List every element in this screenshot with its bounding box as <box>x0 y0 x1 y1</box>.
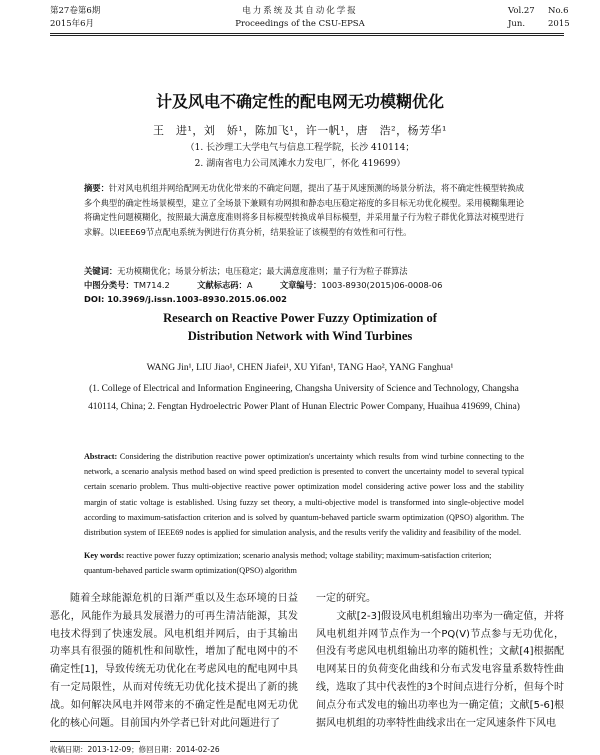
article-number-label: 文章编号： <box>279 280 322 290</box>
article-number-value: 1003-8930(2015)06-0008-06 <box>321 280 443 290</box>
header-number-en: No.6 <box>548 6 569 16</box>
abstract-cn-text: 针对风电机组并网给配网无功优化带来的不确定问题，提出了基于风速预测的场景分析法，将不确定性模型转换成多个典型的确定性场景模型，建立了全场景下兼顾有功网损和静态电压稳定裕度的多目标无功优化模型。采用模糊集理论将确定性问题模糊化，按照最大满意度准则将多目标模型转换成单目标模型，并采用量子行为粒子群优化算法对模型进行求解。以IEEE69节点配电系统为例进行仿真分析，结果验证了该模型的有效性和可行性。 <box>84 183 524 238</box>
header-volume-en: Vol.27 <box>508 6 535 16</box>
doc-code-label: 文献标志码： <box>197 280 247 290</box>
footnote-received-date: 收稿日期：2013-12-09；修回日期：2014-02-26 <box>50 745 220 754</box>
doc-code-value: A <box>246 280 253 290</box>
header-month-en: Jun. <box>508 19 526 29</box>
doi: DOI: 10.3969/j.issn.1003-8930.2015.06.002 <box>84 294 287 304</box>
abstract-en-label: Abstract: <box>84 452 118 461</box>
body-column-left: 随着全球能源危机的日渐严重以及生态环境的日益恶化，风能作为最具发展潜力的可再生清洁能源，其发电技术得到了快速发展。风电机组并网后，由于其输出功率具有很强的随机性和间歇性，增加了配电网中的不确定性[1]，导致传统无功优化在考虑风电的配电网中具有一定局限性，从而对传统无功优化技术提出了新的挑战。如何解决风电并网带来的不确定性是配电网无功优化的核心问题。目前国内外学者已针对此问题进行了 <box>50 593 298 729</box>
affiliation-cn-1: （1. 长沙理工大学电气与信息工程学院，长沙 410114； <box>185 143 415 153</box>
title-en-line-1: Research on Reactive Power Fuzzy Optimization of <box>163 311 437 325</box>
title-en <box>0 309 600 345</box>
title-cn: 计及风电不确定性的配电网无功模糊优化 <box>155 92 444 111</box>
header-rule-thin <box>50 35 564 36</box>
footnote-rule <box>50 741 140 742</box>
header-volume-cn: 第27卷第6期 <box>50 6 101 16</box>
title-en-line-2: Distribution Network with Wind Turbines <box>187 329 413 343</box>
abstract-en-text: Considering the distribution reactive power optimization's uncertainty which results from wind turbine connecting to the network, a scenario analysis method based on wind speed prediction is presented to convert the uncertainty model to several typical certain scenario problem. Thus multi-objective reactive power optimization model considering active power loss and the stability margin of static voltage is established. Using fuzzy set theory, a multi-objective model is transformed into single-objective model according to maximum-satisfaction criterion and is solved by quantum-behaved particle swarm optimization (QPSO) algorithm. The distribution system of IEEE69 nodes is applied for simulation analysis, and the results verify the validity and feasibility of the model. <box>84 452 525 538</box>
keywords-en-label: Key words: <box>84 551 125 560</box>
header-year-en: 2015 <box>548 19 570 29</box>
header-date-cn: 2015年6月 <box>50 19 95 29</box>
abstract-cn <box>84 181 524 240</box>
body-column-right: 一定的研究。 文献[2-3]假设风电机组输出功率为一确定值，并将风电机组并网节点作为一个PQ(V)节点参与无功优化，但没有考虑风电机组输出功率的随机性；文献[4]根据配电网某日的负荷变化曲线和分布式发电容量系数特性曲线，选取了其中代表性的3个时间点进行分析，但每个时间点分布式发电的输出功率也为一确定值；文献[5-6]根据风电机组的功率特性曲线求出在一定风速条件下风电 <box>316 593 564 729</box>
clc-label: 中图分类号： <box>84 280 134 290</box>
affiliation-cn-2: 2. 湖南省电力公司凤滩水力发电厂，怀化 419699） <box>194 159 406 169</box>
authors-cn: 王 进¹，刘 娇¹，陈加飞¹，许一帆¹，唐 浩²，杨芳华¹ <box>153 124 447 137</box>
authors-en: WANG Jin¹, LIU Jiao¹, CHEN Jiafei¹, XU Yifan¹, TANG Hao², YANG Fanghua¹ <box>146 363 454 373</box>
header-journal-en: Proceedings of the CSU-EPSA <box>235 19 365 29</box>
header-journal-cn: 电力系统及其自动化学报 <box>242 6 358 16</box>
keywords-en-text: reactive power fuzzy optimization; scenario analysis method; voltage stability; maximum-satisfaction criterion; quantum-behaved particle swarm optimization(QPSO) algorithm <box>84 551 492 575</box>
keywords-cn-label: 关键词： <box>84 266 118 276</box>
affiliation-en: (1. College of Electrical and Information Engineering, Changsha University of Science and Technology, Changsha 410114, China; 2. Fengtan Hydroelectric Power Plant of Hunan Electric Power Company, Huaihua 419699, China) <box>88 384 520 412</box>
header-rule <box>50 33 564 34</box>
keywords-en <box>84 548 524 578</box>
classification-line <box>84 278 544 292</box>
abstract-en <box>84 449 524 540</box>
clc-value: TM714.2 <box>133 280 170 290</box>
abstract-cn-label: 摘要： <box>84 183 109 193</box>
keywords-cn <box>84 264 544 278</box>
keywords-cn-text: 无功模糊优化；场景分析法；电压稳定；最大满意度准则；量子行为粒子群算法 <box>117 266 408 276</box>
